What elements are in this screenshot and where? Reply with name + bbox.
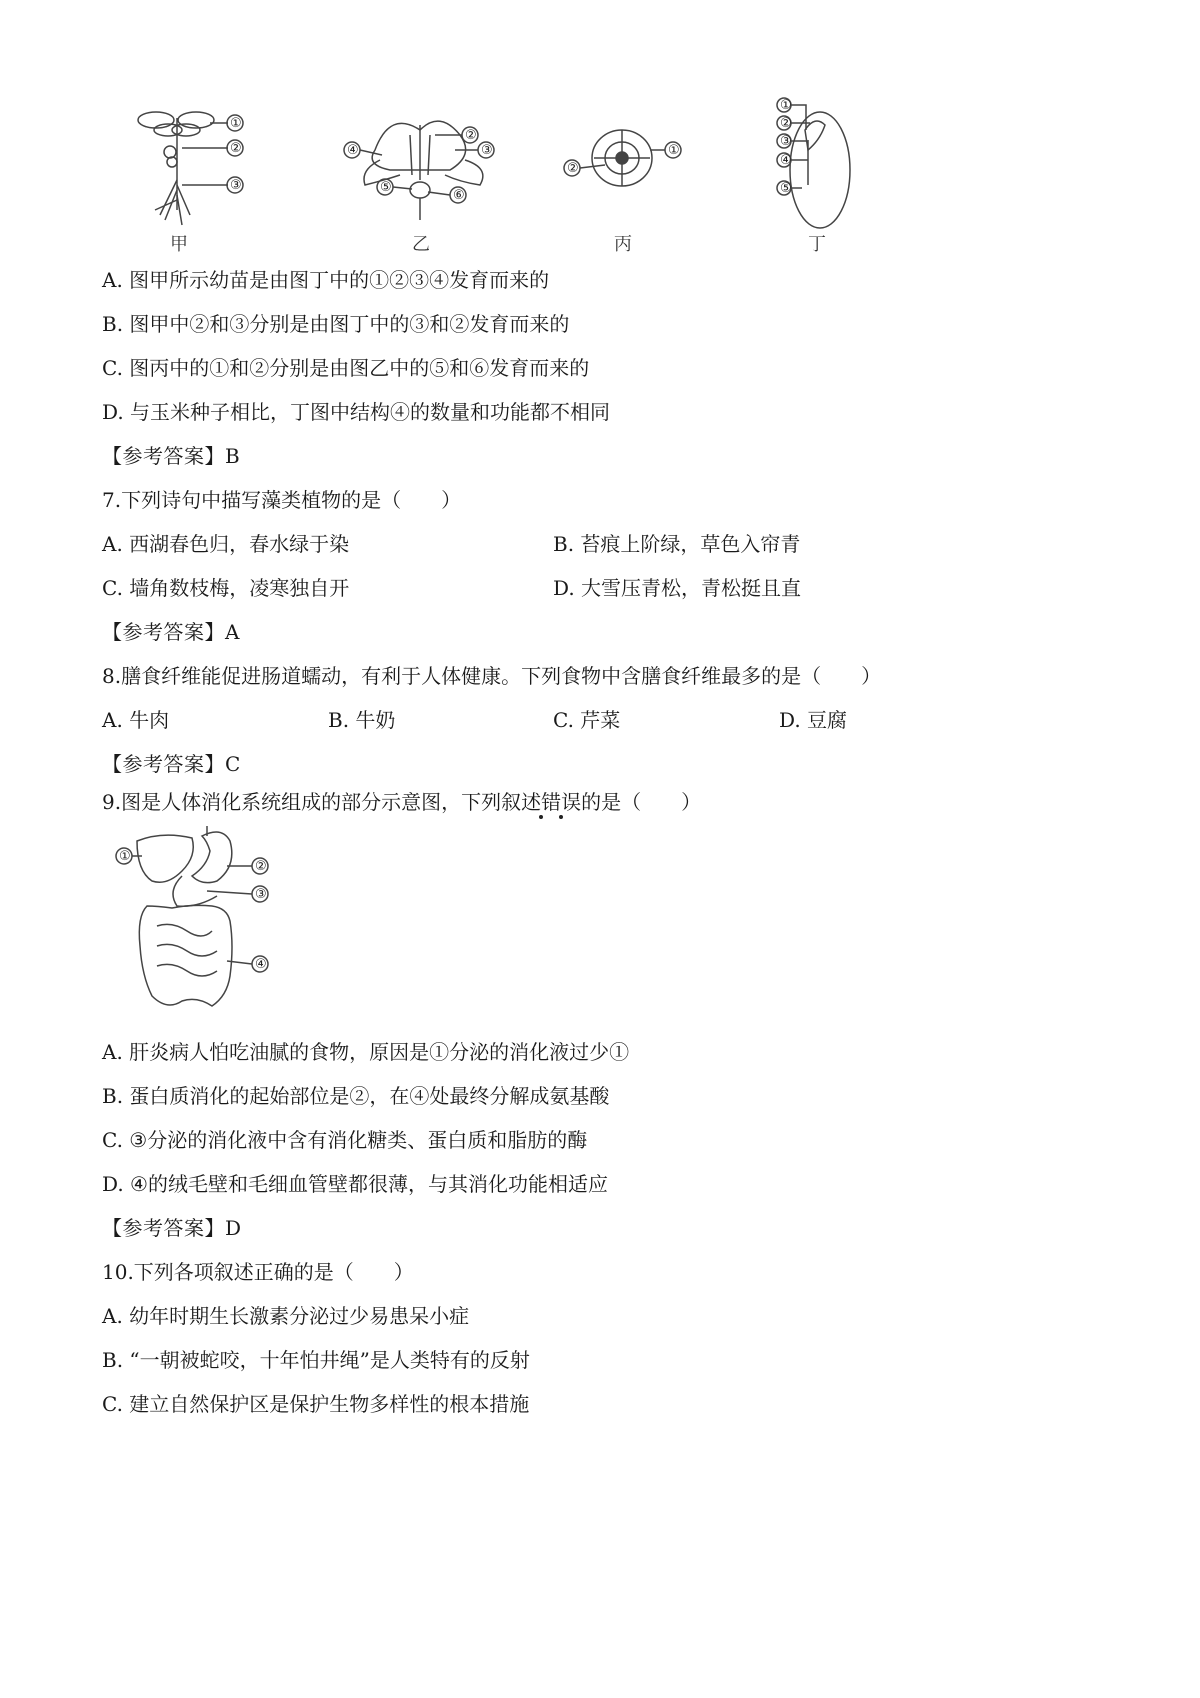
q6-option-a: A. 图甲所示幼苗是由图丁中的①②③④发育而来的 bbox=[102, 268, 550, 292]
circled-3: ③ bbox=[230, 178, 242, 193]
q8-option-a: A. 牛肉 bbox=[102, 708, 170, 732]
circled-1-digest: ① bbox=[119, 849, 131, 864]
q8-option-d: D. 豆腐 bbox=[779, 708, 848, 732]
q7-option-a: A. 西湖春色归，春水绿于染 bbox=[102, 532, 350, 556]
emphasis-dot bbox=[559, 815, 563, 819]
digestive-system-diagram bbox=[112, 826, 282, 1026]
q9-option-b: B. 蛋白质消化的起始部位是②，在④处最终分解成氨基酸 bbox=[102, 1084, 610, 1108]
q7-stem: 7.下列诗句中描写藻类植物的是（ ） bbox=[102, 488, 462, 512]
q9-stem: 9.图是人体消化系统组成的部分示意图，下列叙述错误的是（ ） bbox=[102, 790, 702, 814]
label-yi: 乙 bbox=[412, 234, 430, 255]
circled-6: ⑥ bbox=[453, 188, 465, 203]
circled-2d: ② bbox=[780, 116, 792, 131]
q6-option-d: D. 与玉米种子相比，丁图中结构④的数量和功能都不相同 bbox=[102, 400, 611, 424]
q10-stem: 10.下列各项叙述正确的是（ ） bbox=[102, 1260, 414, 1284]
circled-4: ④ bbox=[347, 143, 359, 158]
circled-2: ② bbox=[230, 141, 242, 156]
q8-stem: 8.膳食纤维能促进肠道蠕动，有利于人体健康。下列食物中含膳食纤维最多的是（ ） bbox=[102, 664, 882, 688]
q7-option-b: B. 苔痕上阶绿，草色入帘青 bbox=[553, 532, 801, 556]
circled-1d: ① bbox=[780, 98, 792, 113]
circled-1: ① bbox=[230, 116, 242, 131]
q10-option-a: A. 幼年时期生长激素分泌过少易患呆小症 bbox=[102, 1304, 470, 1328]
circled-3d: ③ bbox=[780, 134, 792, 149]
q8-option-c: C. 芹菜 bbox=[553, 708, 621, 732]
label-bing: 丙 bbox=[614, 234, 632, 255]
seedling-diagram bbox=[138, 112, 243, 225]
q10-option-b: B. “一朝被蛇咬，十年怕井绳”是人类特有的反射 bbox=[102, 1348, 530, 1372]
label-ding: 丁 bbox=[808, 234, 826, 255]
circled-5d: ⑤ bbox=[780, 181, 792, 196]
q8-answer: 【参考答案】C bbox=[102, 752, 241, 776]
q9-option-c: C. ③分泌的消化液中含有消化糖类、蛋白质和脂肪的酶 bbox=[102, 1128, 588, 1152]
q9-option-a: A. 肝炎病人怕吃油腻的食物，原因是①分泌的消化液过少① bbox=[102, 1040, 630, 1064]
circled-3-digest: ③ bbox=[255, 887, 267, 902]
q8-option-b: B. 牛奶 bbox=[328, 708, 396, 732]
q9-option-d: D. ④的绒毛壁和毛细血管壁都很薄，与其消化功能相适应 bbox=[102, 1172, 608, 1196]
q6-option-c: C. 图丙中的①和②分别是由图乙中的⑤和⑥发育而来的 bbox=[102, 356, 590, 380]
circled-1c: ① bbox=[668, 143, 680, 158]
circled-4d: ④ bbox=[780, 153, 792, 168]
circled-2-digest: ② bbox=[255, 859, 267, 874]
circled-2b: ② bbox=[465, 128, 477, 143]
q7-option-d: D. 大雪压青松，青松挺且直 bbox=[553, 576, 802, 600]
circled-3b: ③ bbox=[481, 143, 493, 158]
q7-answer: 【参考答案】A bbox=[102, 620, 240, 644]
circled-2c: ② bbox=[567, 161, 579, 176]
q6-figure-row bbox=[120, 90, 960, 260]
label-jia: 甲 bbox=[170, 234, 188, 255]
fruit-diagram bbox=[564, 130, 681, 186]
q6-answer: 【参考答案】B bbox=[102, 444, 241, 468]
circled-4-digest: ④ bbox=[255, 957, 267, 972]
q10-option-c: C. 建立自然保护区是保护生物多样性的根本措施 bbox=[102, 1392, 530, 1416]
circled-5: ⑤ bbox=[380, 180, 392, 195]
q9-answer: 【参考答案】D bbox=[102, 1216, 242, 1240]
q7-option-c: C. 墙角数枝梅，凌寒独自开 bbox=[102, 576, 350, 600]
emphasis-dot bbox=[539, 815, 543, 819]
q6-option-b: B. 图甲中②和③分别是由图丁中的③和②发育而来的 bbox=[102, 312, 570, 336]
